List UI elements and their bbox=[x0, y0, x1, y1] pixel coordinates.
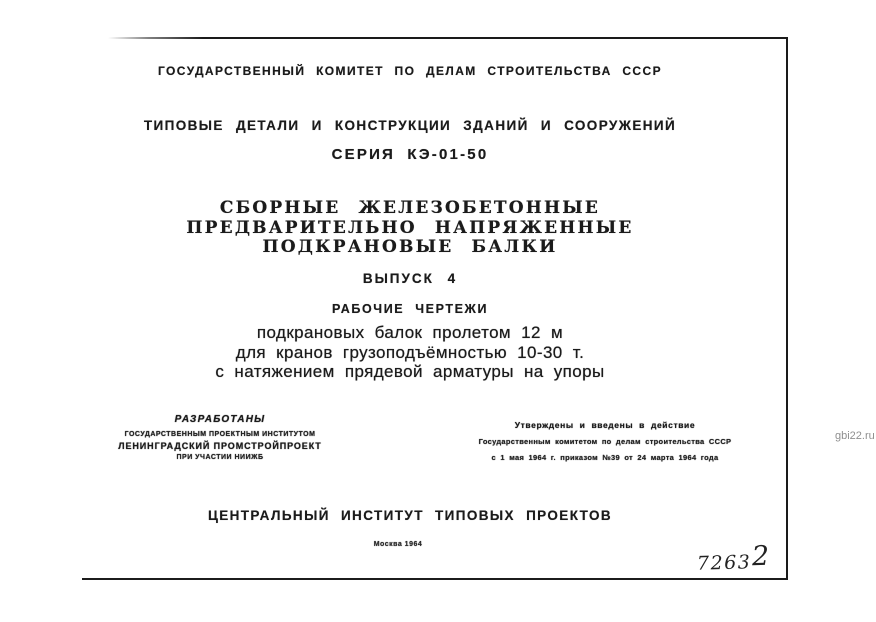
document-title-line3: ПОДКРАНОВЫЕ БАЛКИ bbox=[262, 237, 558, 257]
page-border-bottom bbox=[82, 578, 788, 580]
publisher-name: ЦЕНТРАЛЬНЫЙ ИНСТИТУТ ТИПОВЫХ ПРОЕКТОВ bbox=[207, 508, 613, 523]
subtitle-line2: для кранов грузоподъёмностью 10-30 т. bbox=[235, 343, 585, 362]
document-title-line1: СБОРНЫЕ ЖЕЛЕЗОБЕТОННЫЕ bbox=[219, 198, 601, 218]
series-code: СЕРИЯ КЭ-01-50 bbox=[331, 146, 489, 163]
developed-by-block bbox=[70, 414, 370, 464]
approved-line2: Государственным комитетом по делам строительства СССР bbox=[478, 437, 732, 446]
page-border-top bbox=[108, 37, 788, 39]
drawings-label: РАБОЧИЕ ЧЕРТЕЖИ bbox=[331, 302, 489, 316]
document-title-line2: ПРЕДВАРИТЕЛЬНО НАПРЯЖЕННЫЕ bbox=[186, 217, 634, 238]
handwritten-catalog-number: 7263 bbox=[696, 551, 752, 575]
subtitle-line1: подкрановых балок пролетом 12 м bbox=[256, 323, 564, 342]
approved-line3: с 1 мая 1964 г. приказом №39 от 24 марта 1964 года bbox=[491, 453, 719, 462]
series-title: ТИПОВЫЕ ДЕТАЛИ И КОНСТРУКЦИИ ЗДАНИЙ И СООРУЖЕНИЙ bbox=[143, 118, 677, 133]
imprint-moscow-1964: Москва 1964 bbox=[373, 541, 423, 548]
developed-by-line3: ПРИ УЧАСТИИ НИИЖБ bbox=[176, 454, 264, 461]
subtitle-line3: с натяжением прядевой арматуры на упоры bbox=[215, 362, 605, 381]
approved-block bbox=[455, 420, 755, 469]
document-title bbox=[0, 199, 820, 258]
developed-by-line1: ГОСУДАРСТВЕННЫМ ПРОЕКТНЫМ ИНСТИТУТОМ bbox=[124, 431, 316, 438]
handwritten-page-number: 2 bbox=[751, 540, 770, 573]
developed-by-line2: ЛЕНИНГРАДСКИЙ ПРОМСТРОЙПРОЕКТ bbox=[118, 441, 322, 451]
developed-by-heading: РАЗРАБОТАНЫ bbox=[174, 414, 266, 425]
committee-header: ГОСУДАРСТВЕННЫЙ КОМИТЕТ ПО ДЕЛАМ СТРОИТЕЛЬСТВА СССР bbox=[158, 64, 662, 78]
approved-line1: Утверждены и введены в действие bbox=[514, 420, 696, 430]
issue-label: ВЫПУСК 4 bbox=[362, 271, 458, 286]
site-watermark: gbi22.ru bbox=[835, 430, 875, 442]
